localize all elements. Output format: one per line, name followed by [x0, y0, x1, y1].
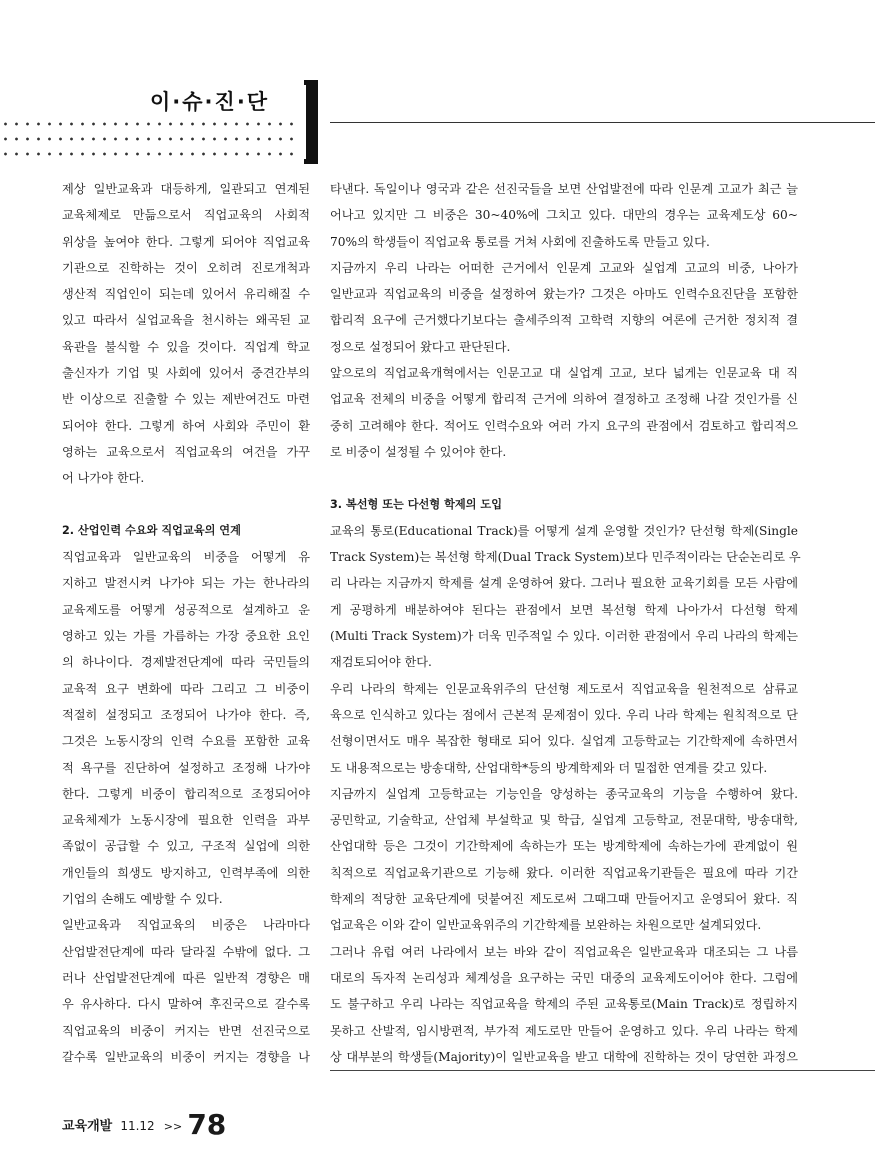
- text-line: 일반교육과 직업교육의 비중은 나라마다: [62, 918, 310, 933]
- text-line: 의 하나이다. 경제발전단계에 따라 국민들의: [62, 655, 310, 670]
- text-line: 선형이면서도 매우 복잡한 형태로 되어 있다. 실업계 고등학교는 기간학제에 속하면서: [330, 734, 798, 749]
- text-line: 재검토되어야 한다.: [330, 655, 432, 670]
- text-line: 적절히 설정되고 조정되어 나가야 한다. 즉,: [62, 707, 310, 722]
- header-bracket: [304, 80, 318, 164]
- text-line: 있고 따라서 실업교육을 천시하는 왜곡된 교: [62, 313, 310, 328]
- text-line: 공민학교, 기술학교, 산업체 부설학교 및 학급, 실업계 고등학교, 전문대학, 방송대학,: [330, 813, 798, 828]
- right-column: [330, 176, 801, 1070]
- text-line: 일반교과 직업교육의 비중을 설정하여 왔는가? 그것은 아마도 인력수요진단을 포함한: [330, 287, 798, 302]
- left-column: [62, 176, 310, 1070]
- text-line: 반 이상으로 진출할 수 있는 제반여건도 마련: [62, 392, 310, 407]
- text-line: 학제의 적당한 교육단계에 덧붙여진 제도로써 그때그때 만들어지고 운영되어 왔다. 직: [330, 892, 798, 907]
- text-line: 지금까지 실업계 고등학교는 기능인을 양성하는 종국교육의 기능을 수행하여 왔다.: [330, 786, 798, 801]
- text-line: 리 나라는 지금까지 학제를 설계 운영하여 왔다. 그러나 필요한 교육기회를 모든 사람에: [330, 576, 798, 591]
- text-line: 대로의 독자적 논리성과 체계성을 요구하는 국민 대중의 교육제도이어야 한다. 그럼에: [330, 970, 798, 985]
- text-line: 교육의 통로(Educational Track)를 어떻게 설계 운영할 것인가? 단선형 학제(Single: [330, 523, 798, 538]
- text-line: 그것은 노동시장의 인력 수요를 포함한 교육: [62, 734, 310, 749]
- text-line: 기관으로 진학하는 것이 오히려 진로개척과: [62, 260, 310, 275]
- text-line: 기업의 손해도 예방할 수 있다.: [62, 892, 223, 907]
- header-rule: [330, 122, 875, 123]
- text-line: 어 나가야 한다.: [62, 471, 145, 486]
- text-line: 위상을 높여야 한다. 그렇게 되어야 직업교육: [62, 234, 310, 249]
- footer-rule: [330, 1070, 875, 1071]
- text-line: Track System)는 복선형 학제(Dual Track System)보다 민주적이라는 단순논리로 우: [330, 550, 801, 565]
- magazine-name: 교육개발: [62, 1119, 113, 1134]
- header-dot-row: [0, 137, 296, 141]
- arrow-glyph: >>: [163, 1120, 183, 1133]
- text-line: 교육제도를 어떻게 성공적으로 설계하고 운: [62, 602, 310, 617]
- text-line: 제상 일반교육과 대등하게, 일관되고 연계된: [62, 182, 310, 196]
- text-line: 출신자가 기업 및 사회에 있어서 중견간부의: [62, 366, 310, 381]
- header-dot-row: [0, 122, 296, 126]
- text-line: 그러나 유럽 여러 나라에서 보는 바와 같이 직업교육은 일반교육과 대조되는 그 나름: [330, 944, 798, 959]
- text-line: 도 불구하고 우리 나라는 직업교육을 학제의 주된 교육통로(Main Track)로 정립하지: [330, 997, 798, 1012]
- section-heading: 3. 복선형 또는 다선형 학제의 도입: [330, 497, 503, 511]
- text-line: 산업발전단계에 따라 달라질 수밖에 없다. 그: [62, 944, 310, 959]
- text-line: 교육체제가 노동시장에 필요한 인력을 과부: [62, 813, 310, 828]
- text-line: 앞으로의 직업교육개혁에서는 인문고교 대 실업계 고교, 보다 넓게는 인문교육 대 직: [330, 366, 798, 381]
- text-line: 정으로 설정되어 왔다고 판단된다.: [330, 339, 511, 354]
- text-line: 상 대부분의 학생들(Majority)이 일반교육을 받고 대학에 진학하는 것이 당연한 과정으: [330, 1049, 798, 1064]
- text-line: 육관을 불식할 수 있을 것이다. 직업계 학교: [62, 339, 310, 354]
- text-line: (Multi Track System)가 더욱 민주적일 수 있다. 이러한 관점에서 우리 나라의 학제는: [330, 629, 798, 644]
- page-number: 78: [187, 1108, 227, 1141]
- text-line: 한다. 그렇게 비중이 합리적으로 조정되어야: [62, 786, 310, 801]
- section-heading: 2. 산업인력 수요와 직업교육의 연계: [62, 523, 241, 537]
- text-line: 업교육 전체의 비중을 어떻게 합리적 근거에 의하여 결정하고 조정해 나갈 것인가를 신: [330, 392, 798, 407]
- text-line: 중히 고려해야 한다. 적어도 인력수요와 여러 가지 요구의 관점에서 검토하고 합리적으: [330, 418, 798, 433]
- text-line: 도 내용적으로는 방송대학, 산업대학*등의 방계학제와 더 밀접한 연계를 갖고 있다.: [330, 760, 768, 775]
- text-line: 육으로 인식하고 있다는 점에서 근본적 문제점이 있다. 우리 나라 학제는 원칙적으로 단: [330, 707, 798, 722]
- text-line: 되어야 한다. 그렇게 하여 사회와 주민이 환: [62, 418, 310, 433]
- text-line: 우 유사하다. 다시 말하여 후진국으로 갈수록: [62, 997, 310, 1012]
- text-line: 우리 나라의 학제는 인문교육위주의 단선형 제도로서 직업교육을 원천적으로 삼류교: [330, 681, 798, 696]
- text-line: 지하고 발전시켜 나가야 되는 가는 한나라의: [62, 576, 310, 591]
- text-line: 갈수록 일반교육의 비중이 커지는 경향을 나: [62, 1049, 310, 1064]
- section-title: 이·슈·진·단: [150, 90, 270, 114]
- spacer: [330, 465, 798, 491]
- text-line: 산업대학 등은 그것이 기간학제에 속하는가 또는 방계학제에 속하는가에 관계없이 원: [330, 839, 798, 854]
- text-line: 업교육은 이와 같이 일반교육위주의 기간학제를 보완하는 차원으로만 설계되었다.: [330, 918, 762, 933]
- page-footer: [62, 1108, 226, 1141]
- text-line: 적 욕구를 진단하여 설정하고 조정해 나가야: [62, 760, 310, 775]
- text-line: 로 비중이 설정될 수 있어야 한다.: [330, 444, 507, 459]
- text-line: 개인들의 희생도 방지하고, 인력부족에 의한: [62, 865, 310, 880]
- text-line: 족없이 공급할 수 있고, 구조적 실업에 의한: [62, 839, 310, 854]
- text-line: 지금까지 우리 나라는 어떠한 근거에서 인문계 고교와 실업계 고교의 비중, 나아가: [330, 260, 798, 275]
- header-dot-row: [0, 152, 296, 156]
- text-line: 직업교육과 일반교육의 비중을 어떻게 유: [62, 550, 310, 565]
- text-line: 영하는 교육으로서 직업교육의 여건을 가꾸: [62, 444, 310, 459]
- text-line: 영하고 있는 가를 가름하는 가장 중요한 요인: [62, 629, 310, 644]
- issue-number: 11.12: [120, 1119, 155, 1133]
- text-line: 교육체제로 만듦으로서 직업교육의 사회적: [62, 208, 310, 223]
- text-line: 70%의 학생들이 직업교육 통로를 거쳐 사회에 진출하도록 만들고 있다.: [330, 234, 710, 249]
- text-line: 게 공평하게 배분하여야 된다는 관점에서 보면 복선형 학제 나아가서 다선형 학제: [330, 602, 798, 617]
- text-line: 타낸다. 독일이나 영국과 같은 선진국들을 보면 산업발전에 따라 인문계 고교가 최근 늘: [330, 182, 798, 196]
- text-line: 합리적 요구에 근거했다기보다는 출세주의적 고학력 지향의 여론에 근거한 정치적 결: [330, 313, 798, 328]
- text-line: 교육적 요구 변화에 따라 그리고 그 비중이: [62, 681, 310, 696]
- text-line: 생산적 직업인이 되는데 있어서 유리해질 수: [62, 287, 310, 302]
- text-line: 직업교육의 비중이 커지는 반면 선진국으로: [62, 1023, 310, 1038]
- text-line: 어나고 있지만 그 비중은 30~40%에 그치고 있다. 대만의 경우는 교육제도상 60~: [330, 208, 798, 223]
- spacer: [62, 492, 310, 518]
- text-line: 칙적으로 직업교육기관으로 기능해 왔다. 이러한 직업교육기관들은 필요에 따라 기간: [330, 865, 798, 880]
- text-line: 러나 산업발전단계에 따른 일반적 경향은 매: [62, 970, 310, 985]
- text-line: 못하고 산발적, 임시방편적, 부가적 제도로만 만들어 운영하고 있다. 우리 나라는 학제: [330, 1023, 798, 1038]
